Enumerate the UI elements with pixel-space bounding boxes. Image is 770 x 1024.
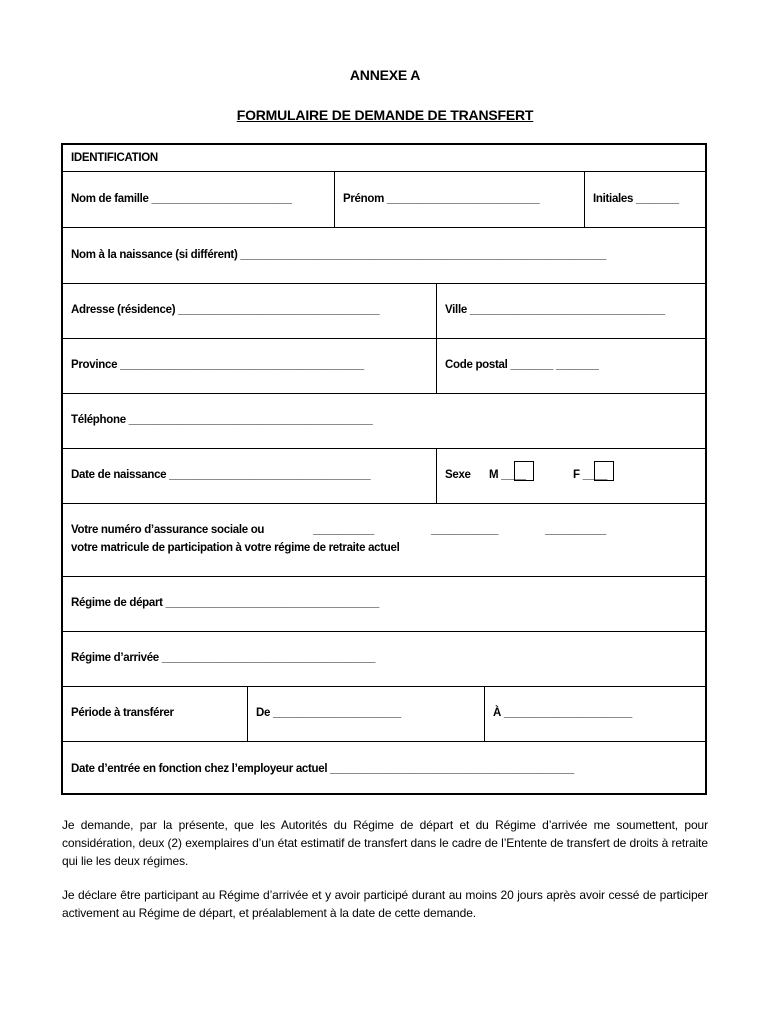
sex-female-label: F ____ bbox=[573, 469, 608, 481]
sin-label-line1: Votre numéro d’assurance sociale ou bbox=[71, 524, 265, 536]
period-to-cell[interactable] bbox=[485, 687, 705, 741]
employment-date-field[interactable]: Date d’entrée en fonction chez l’employeur actuel ________________________________________ bbox=[71, 763, 574, 775]
birth-date-cell[interactable] bbox=[63, 449, 437, 503]
section-title: IDENTIFICATION bbox=[71, 152, 158, 164]
female-checkbox[interactable] bbox=[594, 461, 614, 481]
sex-cell bbox=[437, 449, 705, 503]
male-checkbox[interactable] bbox=[514, 461, 534, 481]
city-cell[interactable] bbox=[437, 284, 705, 338]
first-name-field[interactable]: Prénom _________________________ bbox=[343, 193, 540, 205]
arrival-plan-row bbox=[63, 632, 705, 687]
province-cell[interactable] bbox=[63, 339, 437, 393]
period-from-cell[interactable] bbox=[248, 687, 485, 741]
sin-blank-2[interactable]: ___________ bbox=[431, 524, 499, 536]
birth-date-field[interactable]: Date de naissance _________________________________ bbox=[71, 469, 371, 481]
period-label: Période à transférer bbox=[71, 707, 174, 719]
postal-code-cell[interactable] bbox=[437, 339, 705, 393]
sex-label: Sexe bbox=[445, 469, 471, 481]
sin-label-line2: votre matricule de participation à votre régime de retraite actuel bbox=[71, 542, 400, 554]
province-row bbox=[63, 339, 705, 394]
period-to-field[interactable]: À _____________________ bbox=[493, 707, 632, 719]
phone-field[interactable]: Téléphone ________________________________________ bbox=[71, 414, 373, 426]
form-title: FORMULAIRE DE DEMANDE DE TRANSFERT bbox=[236, 107, 534, 123]
request-paragraph: Je demande, par la présente, que les Autorités du Régime de départ et du Régime d’arrivée me soumettent, pour considération, deux (2) exemplaires d’un état estimatif de transfert dans le cadre de l’Entente de transfert de droits à retraite qui lie les deux régimes. bbox=[62, 818, 708, 868]
sin-blank-3[interactable]: __________ bbox=[545, 524, 606, 536]
departure-plan-row bbox=[63, 577, 705, 632]
family-name-cell[interactable] bbox=[63, 172, 335, 227]
employment-date-row bbox=[63, 742, 705, 793]
family-name-field[interactable]: Nom de famille _______________________ bbox=[71, 193, 292, 205]
city-field[interactable]: Ville ________________________________ bbox=[445, 304, 665, 316]
initials-field[interactable]: Initiales _______ bbox=[593, 193, 679, 205]
birth-name-row bbox=[63, 228, 705, 284]
period-row bbox=[63, 687, 705, 742]
address-field[interactable]: Adresse (résidence) _________________________________ bbox=[71, 304, 380, 316]
name-row bbox=[63, 172, 705, 228]
birth-name-field[interactable]: Nom à la naissance (si différent) ____________________________________________________________ bbox=[71, 249, 607, 261]
annex-heading: ANNEXE A bbox=[349, 67, 421, 83]
initials-cell[interactable] bbox=[585, 172, 705, 227]
first-name-cell[interactable] bbox=[335, 172, 585, 227]
arrival-plan-field[interactable]: Régime d’arrivée ___________________________________ bbox=[71, 652, 376, 664]
sin-row bbox=[63, 504, 705, 577]
phone-row bbox=[63, 394, 705, 449]
departure-plan-field[interactable]: Régime de départ ___________________________________ bbox=[71, 597, 379, 609]
province-field[interactable]: Province ________________________________________ bbox=[71, 359, 364, 371]
declaration-paragraph: Je déclare être participant au Régime d’arrivée et y avoir participé durant au moins 20 jours après avoir cessé de participer activement au Régime de départ, et préalablement à la date de cette demande. bbox=[62, 888, 708, 920]
section-header-row bbox=[63, 145, 705, 172]
address-row bbox=[63, 284, 705, 339]
sex-male-label: M ____ bbox=[489, 469, 526, 481]
postal-code-field[interactable]: Code postal _______ _______ bbox=[445, 359, 599, 371]
birth-date-row bbox=[63, 449, 705, 504]
period-from-field[interactable]: De _____________________ bbox=[256, 707, 402, 719]
identification-form bbox=[61, 143, 707, 795]
address-cell[interactable] bbox=[63, 284, 437, 338]
period-label-cell bbox=[63, 687, 248, 741]
sin-blank-1[interactable]: __________ bbox=[313, 524, 374, 536]
